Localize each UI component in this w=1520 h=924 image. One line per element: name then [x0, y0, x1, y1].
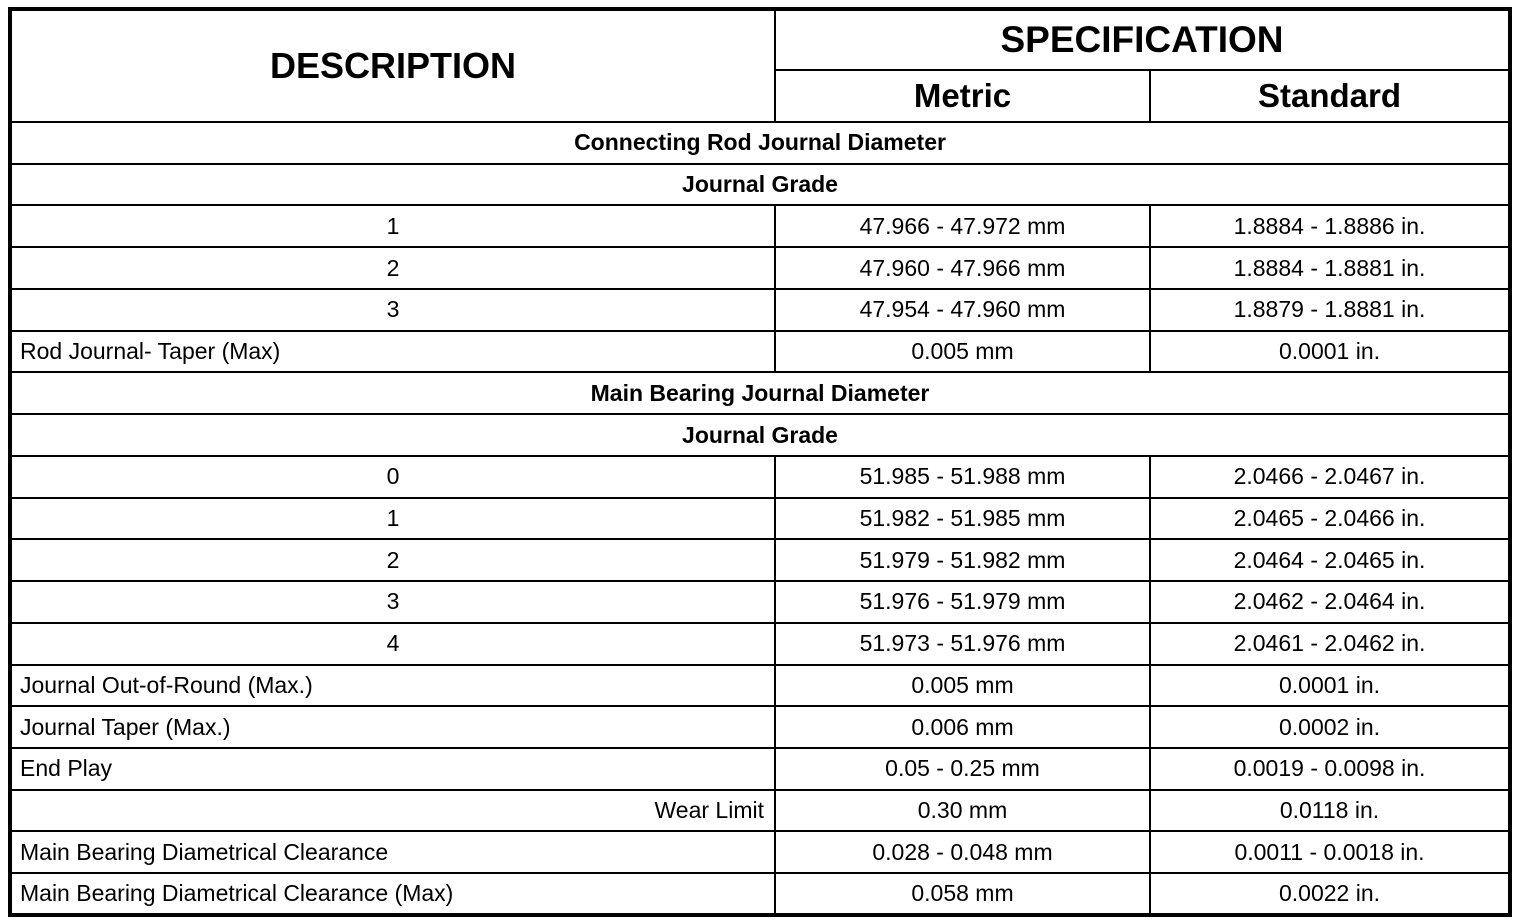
standard-cell: 2.0465 - 2.0466 in. [1150, 498, 1510, 540]
table-row [10, 706, 1510, 748]
metric-cell: 47.954 - 47.960 mm [775, 289, 1150, 331]
description-cell: 0 [10, 456, 775, 498]
table-row [10, 873, 1510, 915]
table-row [10, 748, 1510, 790]
section-label: Main Bearing Journal Diameter [10, 372, 1510, 414]
metric-cell: 47.960 - 47.966 mm [775, 247, 1150, 289]
table-header [10, 9, 1510, 122]
table-row [10, 498, 1510, 540]
table-row [10, 247, 1510, 289]
description-cell: End Play [10, 748, 775, 790]
spec-table [8, 7, 1512, 917]
metric-cell: 51.985 - 51.988 mm [775, 456, 1150, 498]
metric-cell: 0.058 mm [775, 873, 1150, 915]
description-cell: Journal Out-of-Round (Max.) [10, 665, 775, 707]
metric-cell: 0.30 mm [775, 790, 1150, 832]
table-row [10, 623, 1510, 665]
metric-cell: 0.005 mm [775, 331, 1150, 373]
standard-cell: 0.0011 - 0.0018 in. [1150, 831, 1510, 873]
table-row [10, 289, 1510, 331]
description-cell: 2 [10, 539, 775, 581]
description-cell: Journal Taper (Max.) [10, 706, 775, 748]
standard-cell: 1.8879 - 1.8881 in. [1150, 289, 1510, 331]
description-cell: 3 [10, 289, 775, 331]
table-row [10, 331, 1510, 373]
metric-cell: 0.05 - 0.25 mm [775, 748, 1150, 790]
standard-cell: 1.8884 - 1.8881 in. [1150, 247, 1510, 289]
section-row [10, 414, 1510, 456]
standard-cell: 0.0022 in. [1150, 873, 1510, 915]
header-metric: Metric [775, 70, 1150, 122]
section-label: Connecting Rod Journal Diameter [10, 122, 1510, 164]
standard-cell: 1.8884 - 1.8886 in. [1150, 205, 1510, 247]
standard-cell: 0.0001 in. [1150, 665, 1510, 707]
description-cell: 3 [10, 581, 775, 623]
description-cell: Rod Journal- Taper (Max) [10, 331, 775, 373]
metric-cell: 51.982 - 51.985 mm [775, 498, 1150, 540]
header-description: DESCRIPTION [10, 9, 775, 122]
section-row [10, 372, 1510, 414]
standard-cell: 2.0466 - 2.0467 in. [1150, 456, 1510, 498]
description-cell: 4 [10, 623, 775, 665]
table-row [10, 456, 1510, 498]
description-cell: Main Bearing Diametrical Clearance [10, 831, 775, 873]
description-cell: 1 [10, 205, 775, 247]
section-row [10, 164, 1510, 206]
description-cell: Wear Limit [10, 790, 775, 832]
header-standard: Standard [1150, 70, 1510, 122]
standard-cell: 0.0019 - 0.0098 in. [1150, 748, 1510, 790]
description-cell: Main Bearing Diametrical Clearance (Max) [10, 873, 775, 915]
standard-cell: 0.0118 in. [1150, 790, 1510, 832]
standard-cell: 2.0462 - 2.0464 in. [1150, 581, 1510, 623]
section-label: Journal Grade [10, 164, 1510, 206]
section-label: Journal Grade [10, 414, 1510, 456]
header-row-1 [10, 9, 1510, 70]
metric-cell: 51.973 - 51.976 mm [775, 623, 1150, 665]
metric-cell: 0.028 - 0.048 mm [775, 831, 1150, 873]
table-row [10, 581, 1510, 623]
header-specification: SPECIFICATION [775, 9, 1510, 70]
table-row [10, 539, 1510, 581]
standard-cell: 2.0461 - 2.0462 in. [1150, 623, 1510, 665]
metric-cell: 0.006 mm [775, 706, 1150, 748]
table-row [10, 790, 1510, 832]
table-body [10, 122, 1510, 915]
table-row [10, 665, 1510, 707]
metric-cell: 51.979 - 51.982 mm [775, 539, 1150, 581]
table-row [10, 831, 1510, 873]
section-row [10, 122, 1510, 164]
metric-cell: 51.976 - 51.979 mm [775, 581, 1150, 623]
standard-cell: 0.0002 in. [1150, 706, 1510, 748]
standard-cell: 2.0464 - 2.0465 in. [1150, 539, 1510, 581]
description-cell: 2 [10, 247, 775, 289]
standard-cell: 0.0001 in. [1150, 331, 1510, 373]
metric-cell: 0.005 mm [775, 665, 1150, 707]
table-row [10, 205, 1510, 247]
description-cell: 1 [10, 498, 775, 540]
metric-cell: 47.966 - 47.972 mm [775, 205, 1150, 247]
